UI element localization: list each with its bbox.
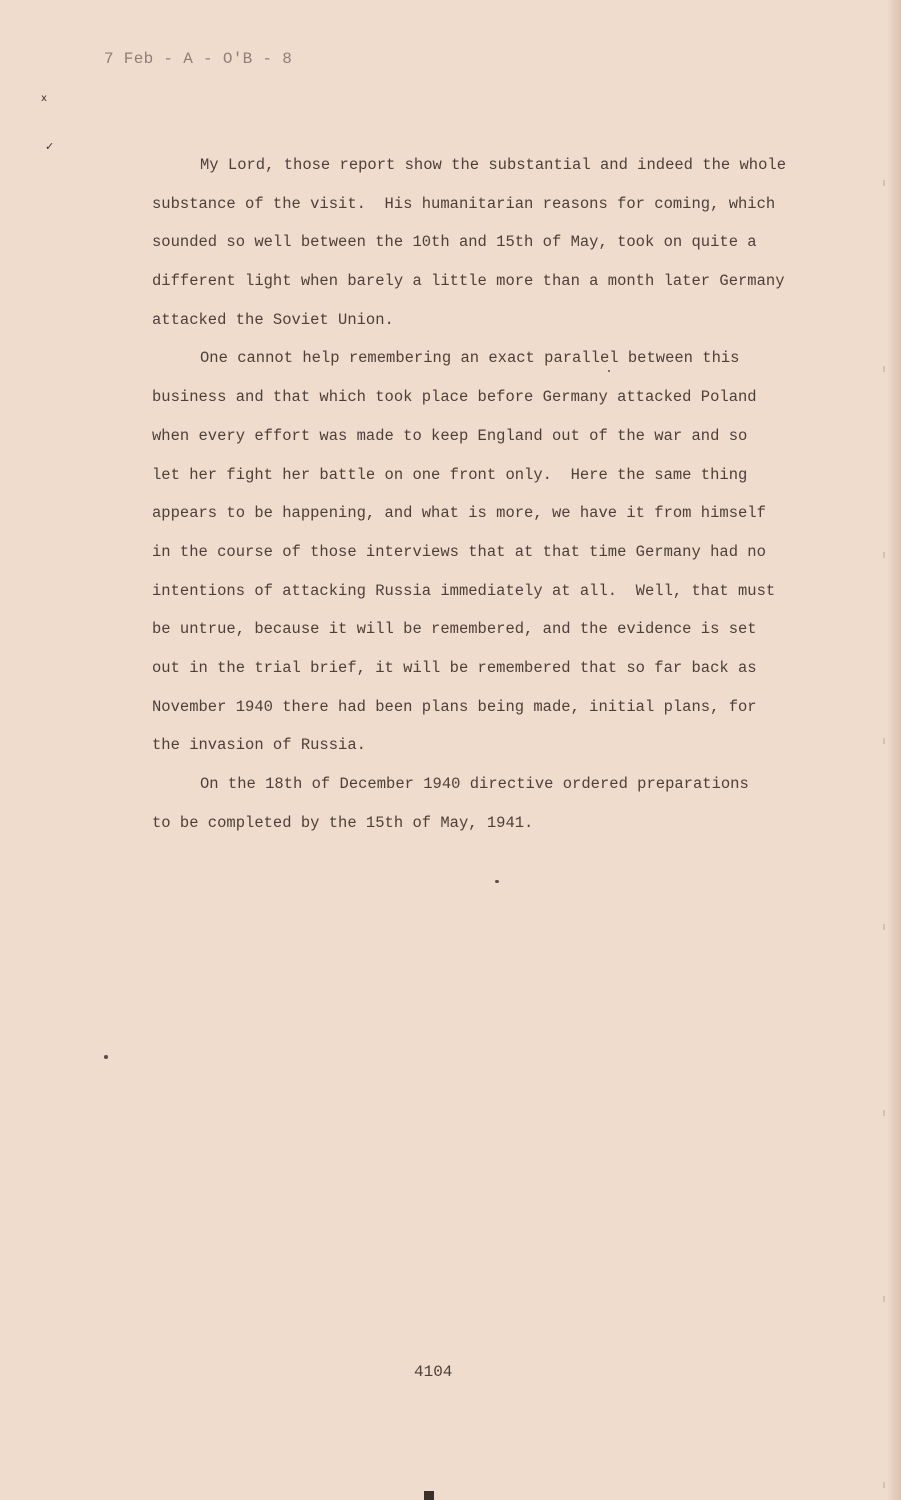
text-line: let her fight her battle on one front only. Here the same thing <box>152 465 748 484</box>
text-line: appears to be happening, and what is more, we have it from himself <box>152 504 766 523</box>
binding-mark <box>424 1491 434 1500</box>
page-number: 4104 <box>414 1363 453 1381</box>
text-line: business and that which took place before Germany attacked Poland <box>152 388 757 407</box>
text-line: in the course of those interviews that at that time Germany had no <box>152 542 766 561</box>
text-line: sounded so well between the 10th and 15th of May, took on quite a <box>152 233 757 252</box>
text-line: November 1940 there had been plans being made, initial plans, for <box>152 697 757 716</box>
page-header-reference: 7 Feb - A - O'B - 8 <box>104 50 293 68</box>
text-line: attacked the Soviet Union. <box>152 310 394 329</box>
text-line: intentions of attacking Russia immediately at all. Well, that must <box>152 581 776 600</box>
text-line: be untrue, because it will be remembered, and the evidence is set <box>152 620 757 639</box>
text-line: substance of the visit. His humanitarian reasons for coming, which <box>152 194 776 213</box>
text-line: On the 18th of December 1940 directive ordered preparations <box>200 775 749 793</box>
paper-speck <box>104 1055 108 1059</box>
paragraph-2 <box>152 339 832 765</box>
text-line: to be completed by the 15th of May, 1941. <box>152 813 534 832</box>
text-line: My Lord, those report show the substantial and indeed the whole <box>200 156 786 174</box>
text-line: the invasion of Russia. <box>152 736 366 755</box>
text-line: different light when barely a little more than a month later Germany <box>152 272 785 291</box>
paper-speck <box>608 370 610 372</box>
margin-check-mark: ✓ <box>45 140 55 153</box>
transcript-body <box>152 146 832 842</box>
margin-x-mark: x <box>41 93 47 104</box>
text-line: out in the trial brief, it will be remembered that so far back as <box>152 658 757 677</box>
page-edge-marks <box>883 0 885 1500</box>
paragraph-3 <box>152 765 832 842</box>
text-line: One cannot help remembering an exact parallel between this <box>200 349 740 368</box>
paragraph-1 <box>152 146 832 339</box>
page-edge <box>887 0 901 1500</box>
text-line: when every effort was made to keep England out of the war and so <box>152 426 748 445</box>
paper-speck <box>495 880 499 883</box>
